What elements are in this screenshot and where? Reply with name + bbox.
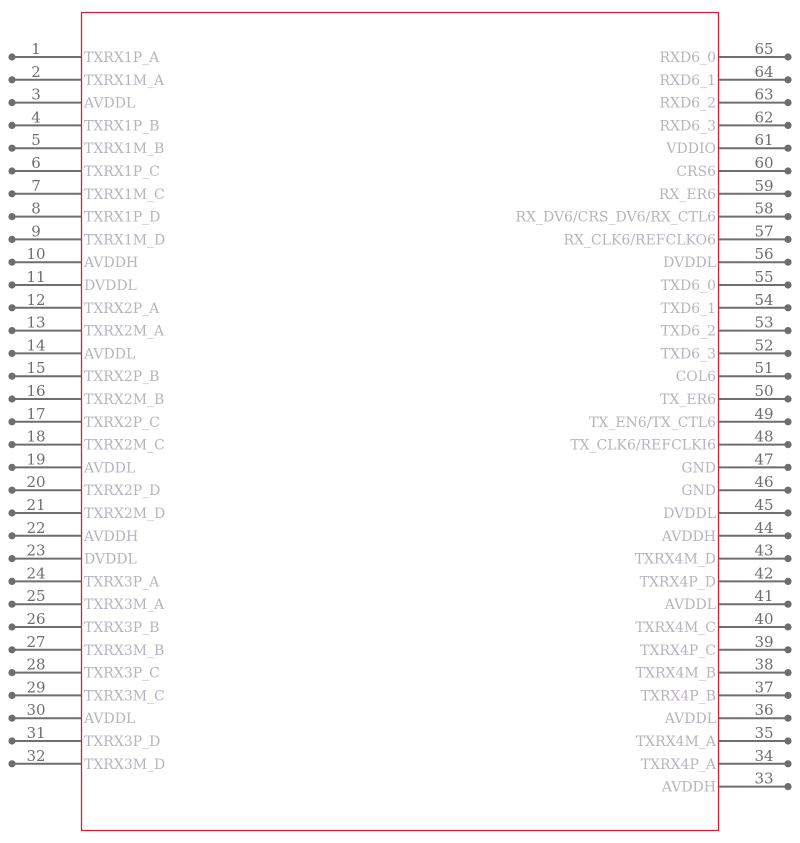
pin-number: 60 <box>754 154 774 172</box>
pin-end-dot <box>784 190 791 197</box>
pin-number: 58 <box>754 199 774 218</box>
pin-number: 6 <box>31 154 41 172</box>
pin-60 <box>676 154 791 180</box>
pin-32 <box>8 747 165 773</box>
pin-end-dot <box>8 76 15 83</box>
pin-label: AVDDL <box>664 711 716 728</box>
pin-label: TXRX4M_C <box>635 620 716 636</box>
right-pin-group <box>515 40 791 796</box>
pin-end-dot <box>784 692 791 699</box>
pin-number: 46 <box>754 473 774 492</box>
pin-end-dot <box>784 373 791 380</box>
pin-number: 16 <box>26 382 46 400</box>
pin-label: TXD6_2 <box>660 323 716 340</box>
pin-number: 61 <box>754 131 774 150</box>
pin-label: CRS6 <box>676 164 716 180</box>
pin-label: TXD6_1 <box>660 300 716 317</box>
pin-number: 33 <box>754 769 774 788</box>
pin-label: TXRX3P_B <box>84 620 160 636</box>
pin-end-dot <box>8 122 15 129</box>
pin-number: 45 <box>754 496 774 514</box>
pin-end-dot <box>8 509 15 516</box>
pin-number: 54 <box>754 290 774 309</box>
pin-end-dot <box>8 213 15 220</box>
pin-label: TXRX3P_C <box>84 665 160 682</box>
pin-label: TXRX3M_D <box>84 756 166 773</box>
pin-label: TXRX1P_D <box>84 209 161 226</box>
pin-label: RX_DV6/CRS_DV6/RX_CTL6 <box>515 209 716 226</box>
pin-label: TXRX4P_C <box>640 642 716 659</box>
pin-end-dot <box>784 304 791 311</box>
pin-label: COL6 <box>675 369 716 386</box>
pin-label: TXRX1P_B <box>84 118 160 135</box>
pin-end-dot <box>8 737 15 744</box>
pin-number: 49 <box>754 404 774 423</box>
pin-label: TXRX3M_A <box>84 597 165 614</box>
pin-end-dot <box>784 259 791 266</box>
pin-number: 43 <box>754 541 774 560</box>
pin-end-dot <box>8 715 15 722</box>
pin-label: TXRX2M_C <box>84 437 165 454</box>
pin-end-dot <box>8 669 15 676</box>
pin-number: 18 <box>26 427 46 446</box>
pin-end-dot <box>784 509 791 516</box>
pin-end-dot <box>784 737 791 744</box>
pin-number: 53 <box>754 313 774 332</box>
pin-number: 48 <box>754 427 774 446</box>
pin-number: 8 <box>31 199 41 218</box>
pin-number: 19 <box>26 450 46 469</box>
pin-end-dot <box>784 167 791 174</box>
pin-number: 1 <box>31 40 41 58</box>
pin-label: TXRX3M_C <box>84 688 165 705</box>
pin-label: TXRX3P_A <box>84 574 160 591</box>
pin-label: AVDDL <box>84 95 136 112</box>
pin-number: 36 <box>754 701 774 720</box>
pin-number: 28 <box>26 655 46 674</box>
pin-number: 10 <box>26 245 46 264</box>
pin-number: 20 <box>26 473 46 492</box>
pin-label: TXRX1M_D <box>84 232 166 249</box>
pin-number: 42 <box>754 564 774 583</box>
pin-end-dot <box>784 327 791 334</box>
pin-end-dot <box>784 760 791 767</box>
pin-number: 59 <box>754 176 774 195</box>
pin-label: AVDDH <box>84 528 139 545</box>
pin-label: TXRX2P_A <box>84 300 160 317</box>
pin-58 <box>515 200 791 226</box>
pin-number: 51 <box>754 359 774 378</box>
pin-3 <box>8 86 135 112</box>
pin-number: 50 <box>754 382 774 400</box>
pin-end-dot <box>8 395 15 402</box>
pin-label: TXRX2M_D <box>84 506 166 522</box>
pin-number: 29 <box>26 678 46 697</box>
pin-label: TXRX4M_A <box>635 734 716 750</box>
pin-number: 32 <box>26 746 46 765</box>
pin-end-dot <box>8 532 15 539</box>
pin-label: TXRX1P_C <box>84 164 160 180</box>
pin-number: 55 <box>754 268 774 286</box>
pin-number: 7 <box>31 176 41 195</box>
pin-end-dot <box>784 99 791 106</box>
pin-end-dot <box>784 213 791 220</box>
pin-number: 47 <box>754 450 774 469</box>
pin-label: RXD6_3 <box>659 118 716 135</box>
pin-end-dot <box>8 373 15 380</box>
pin-label: TXRX2M_B <box>84 392 165 408</box>
pin-end-dot <box>784 122 791 129</box>
pin-number: 62 <box>754 108 774 127</box>
pin-label: TXRX4M_D <box>634 551 716 568</box>
pin-47 <box>681 450 791 476</box>
pin-label: DVDDL <box>84 278 137 294</box>
pin-end-dot <box>784 53 791 60</box>
pin-end-dot <box>784 464 791 471</box>
pin-label: GND <box>681 460 716 477</box>
pin-label: RXD6_2 <box>659 95 716 112</box>
pin-number: 23 <box>26 541 46 560</box>
pin-51 <box>676 359 792 385</box>
pin-number: 11 <box>26 268 46 286</box>
pin-end-dot <box>784 350 791 357</box>
pin-number: 15 <box>26 359 46 378</box>
pin-label: TXRX1M_B <box>84 141 165 158</box>
pin-end-dot <box>8 259 15 266</box>
pin-label: TXRX3P_D <box>84 734 161 750</box>
pin-label: TX_CLK6/REFCLKI6 <box>570 437 716 454</box>
pin-end-dot <box>784 532 791 539</box>
pin-end-dot <box>8 167 15 174</box>
pin-number: 31 <box>26 724 46 742</box>
pin-number: 4 <box>31 108 41 127</box>
pin-label: TXRX1M_C <box>84 186 165 203</box>
pin-number: 52 <box>754 336 774 355</box>
pin-end-dot <box>784 281 791 288</box>
pin-number: 2 <box>31 62 41 81</box>
pin-end-dot <box>8 99 15 106</box>
pin-label: RX_CLK6/REFCLKO6 <box>563 232 716 249</box>
pin-end-dot <box>8 692 15 699</box>
pin-end-dot <box>8 281 15 288</box>
pin-end-dot <box>784 578 791 585</box>
pin-end-dot <box>784 715 791 722</box>
pin-label: RX_ER6 <box>658 186 716 203</box>
pin-end-dot <box>784 487 791 494</box>
pin-end-dot <box>8 53 15 60</box>
pin-label: AVDDL <box>84 346 136 363</box>
pin-number: 5 <box>31 131 41 150</box>
pin-label: AVDDL <box>84 460 136 477</box>
pin-end-dot <box>784 145 791 152</box>
pin-number: 65 <box>754 40 774 58</box>
pin-end-dot <box>784 418 791 425</box>
pin-label: TXRX1M_A <box>84 72 165 89</box>
pin-number: 21 <box>26 496 46 514</box>
pin-end-dot <box>8 555 15 562</box>
pin-label: TX_EN6/TX_CTL6 <box>589 414 716 431</box>
pin-label: AVDDL <box>84 711 136 728</box>
pin-label: TXRX3M_B <box>84 642 165 659</box>
pin-end-dot <box>784 441 791 448</box>
pin-number: 17 <box>26 404 46 423</box>
pin-label: TXD6_3 <box>660 346 716 363</box>
pin-end-dot <box>784 76 791 83</box>
pin-label: TXRX2P_D <box>84 483 161 500</box>
pin-number: 24 <box>26 564 46 583</box>
pin-46 <box>681 473 791 499</box>
pin-end-dot <box>784 236 791 243</box>
pin-label: RXD6_1 <box>659 72 716 89</box>
left-pin-group <box>8 40 165 773</box>
pin-label: TXRX1P_A <box>84 50 160 66</box>
pin-number: 12 <box>26 290 46 309</box>
pin-number: 35 <box>754 724 774 742</box>
pin-end-dot <box>784 395 791 402</box>
pin-label: DVDDL <box>84 551 137 568</box>
pin-end-dot <box>8 418 15 425</box>
pin-number: 57 <box>754 222 774 241</box>
pin-end-dot <box>8 304 15 311</box>
pin-label: TXRX2P_B <box>84 369 160 386</box>
pin-number: 3 <box>31 85 41 104</box>
pin-end-dot <box>784 623 791 630</box>
pin-end-dot <box>784 555 791 562</box>
pin-number: 41 <box>754 587 774 606</box>
pin-label: TXRX2M_A <box>84 323 165 340</box>
pin-end-dot <box>8 145 15 152</box>
pin-number: 9 <box>31 222 41 241</box>
pin-end-dot <box>784 783 791 790</box>
pin-number: 38 <box>754 655 774 674</box>
pin-number: 56 <box>754 245 774 264</box>
pin-end-dot <box>8 327 15 334</box>
pin-end-dot <box>8 601 15 608</box>
pin-label: TXRX4P_D <box>639 574 716 591</box>
pin-number: 26 <box>26 610 46 628</box>
pin-end-dot <box>8 464 15 471</box>
pin-number: 30 <box>26 701 46 720</box>
pin-end-dot <box>8 350 15 357</box>
pin-number: 14 <box>26 336 46 355</box>
pin-label: TXRX2P_C <box>84 414 160 431</box>
pin-number: 37 <box>754 678 774 697</box>
pin-number: 63 <box>754 85 774 104</box>
pin-label: AVDDL <box>664 597 716 614</box>
pin-label: DVDDL <box>663 255 716 272</box>
pin-label: DVDDL <box>663 506 716 522</box>
pin-label: VDDIO <box>666 141 716 158</box>
pin-label: TXRX4P_A <box>640 756 716 773</box>
pin-number: 40 <box>754 610 774 628</box>
pin-number: 25 <box>26 587 46 606</box>
pin-label: AVDDH <box>84 255 139 272</box>
pin-label: TXD6_0 <box>660 278 716 294</box>
pin-end-dot <box>8 487 15 494</box>
pin-number: 22 <box>26 518 46 537</box>
pin-end-dot <box>784 646 791 653</box>
pin-number: 44 <box>754 518 774 537</box>
pin-label: AVDDH <box>661 528 716 545</box>
pin-number: 27 <box>26 632 46 651</box>
pin-number: 64 <box>754 62 774 81</box>
pin-end-dot <box>8 760 15 767</box>
pin-end-dot <box>8 441 15 448</box>
pin-end-dot <box>8 236 15 243</box>
pin-33 <box>661 770 792 796</box>
pin-number: 13 <box>26 313 46 332</box>
pin-end-dot <box>8 190 15 197</box>
pin-end-dot <box>8 578 15 585</box>
pin-label: TXRX4P_B <box>640 688 716 705</box>
pin-label: RXD6_0 <box>659 50 716 66</box>
pin-label: GND <box>681 483 716 500</box>
pin-end-dot <box>8 623 15 630</box>
pin-label: AVDDH <box>661 779 716 796</box>
pin-label: TX_ER6 <box>660 392 716 408</box>
pin-end-dot <box>784 669 791 676</box>
pin-label: TXRX4M_B <box>635 665 716 682</box>
pin-number: 34 <box>754 746 774 765</box>
pin-end-dot <box>784 601 791 608</box>
pin-end-dot <box>8 646 15 653</box>
pin-number: 39 <box>754 632 774 651</box>
